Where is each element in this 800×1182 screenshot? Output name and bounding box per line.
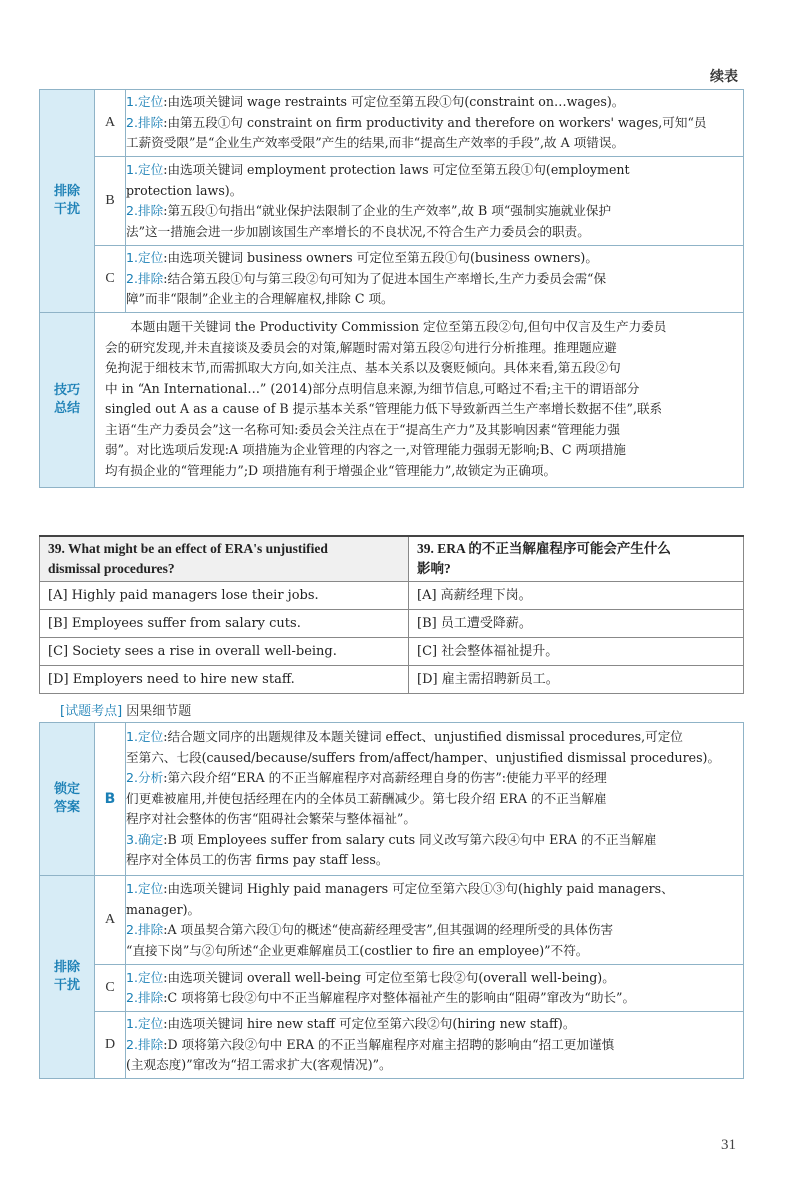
distractor-row-c: [40, 965, 744, 1012]
option-letter-c: C: [95, 965, 126, 1012]
page-number: 31: [721, 1137, 736, 1153]
option-c-zh: [C] 社会整体福祉提升。: [409, 638, 744, 666]
analysis-table-39: [39, 722, 744, 1079]
option-c-explanation: [126, 246, 744, 313]
exclude-text-cont: “直接下岗”与②句所述“企业更难解雇员工(costlier to fire an employee)”不符。: [126, 942, 589, 958]
exclude-text: :由第五段①句 constraint on firm productivity and therefore on workers' wages,可知“员: [163, 114, 707, 130]
locate-text: :由选项关键词 business owners 可定位至第五段①句(business owners)。: [163, 250, 598, 266]
distractor-row-a: [40, 876, 744, 965]
summary-line: 主语“生产力委员会”这一名称可知:委员会关注点在于“提高生产力”及其影响因素“管理能力强: [105, 421, 620, 437]
exclude-text: :D 项将第六段②句中 ERA 的不正当解雇程序对雇主招聘的影响由“招工更加谨慎: [163, 1036, 615, 1052]
question-zh-line: 影响?: [417, 561, 451, 576]
exclude-text: :结合第五段①句与第三段②句可知为了促进本国生产率增长,生产力委员会需“保: [163, 270, 607, 286]
summary-line: 免拘泥于细枝末节,而需抓取大方向,如关注点、基本关系以及褒贬倾向。具体来看,第五段②句: [105, 360, 621, 375]
summary-text: [95, 313, 744, 488]
locate-text-cont: protection laws)。: [126, 182, 243, 198]
option-a-zh: [A] 高薪经理下岗。: [409, 582, 744, 610]
locate-text: :由选项关键词 hire new staff 可定位至第六段②句(hiring new staff)。: [163, 1016, 576, 1032]
answer-explanation: [126, 723, 744, 876]
question-39-table: [39, 535, 744, 694]
summary-line: 弱”。对比选项后发现:A 项措施为企业管理的内容之一,对管理能力强弱无影响;B、C 两项措施: [105, 442, 626, 457]
locate-text: :由选项关键词 Highly paid managers 可定位至第六段①③句(highly paid managers、: [163, 881, 674, 896]
locate-text-cont: manager)。: [126, 901, 201, 917]
summary-row: [40, 313, 744, 488]
exclude-label: 2.排除: [126, 990, 164, 1005]
analysis-table-38: [39, 89, 744, 488]
locate-label: 1.定位: [126, 1016, 164, 1032]
locate-label: 1.定位: [126, 250, 164, 266]
option-letter-c: C: [95, 246, 126, 313]
exclude-label: 2.排除: [126, 1036, 164, 1052]
locate-label: 1.定位: [126, 729, 164, 745]
option-letter-d: D: [95, 1012, 126, 1079]
confirm-text: :B 项 Employees suffer from salary cuts 同义改写第六段④句中 ERA 的不正当解雇: [163, 831, 657, 847]
exclude-text-cont: 法”这一措施会进一步加剧该国生产率增长的不良状况,不符合生产力委员会的职责。: [126, 223, 590, 239]
question-zh: [409, 536, 744, 582]
option-b-explanation: [126, 157, 744, 246]
locate-text: :结合题文同序的出题规律及本题关键词 effect、unjustified dismissal procedures,可定位: [163, 729, 683, 745]
exclude-text-cont: 工薪资受限”是“企业生产效率受限”产生的结果,而非“提高生产效率的手段”,故 A 项错误。: [126, 135, 625, 151]
locate-label: 1.定位: [126, 94, 164, 110]
question-option-row: [40, 610, 744, 638]
summary-line: 本题由题干关键词 the Productivity Commission 定位至第五段②句,但句中仅言及生产力委员: [130, 319, 667, 334]
question-zh-line: 39. ERA 的不正当解雇程序可能会产生什么: [417, 541, 671, 556]
option-letter-a: A: [95, 90, 126, 157]
option-d-zh: [D] 雇主需招聘新员工。: [409, 666, 744, 694]
locate-label: 1.定位: [126, 162, 164, 177]
question-en-line: dismissal procedures?: [48, 561, 175, 576]
distractor-row-b: [40, 157, 744, 246]
answer-letter: B: [95, 723, 126, 876]
analysis-label: 2.分析: [126, 770, 164, 786]
analysis-text: :第六段介绍“ERA 的不正当解雇程序对高薪经理自身的伤害”:使能力平平的经理: [163, 770, 607, 786]
option-b-zh: [B] 员工遭受降薪。: [409, 610, 744, 638]
option-d-en: [D] Employers need to hire new staff.: [40, 666, 409, 694]
summary-line: 会的研究发现,并未直接谈及委员会的对策,解题时需对第五段②句进行分析推理。推理题应避: [105, 339, 617, 355]
confirm-label: 3.确定: [126, 831, 164, 847]
lock-answer-row: [40, 723, 744, 876]
option-a-en: [A] Highly paid managers lose their jobs.: [40, 582, 409, 610]
question-option-row: [40, 666, 744, 694]
locate-label: 1.定位: [126, 969, 164, 985]
locate-text: :由选项关键词 wage restraints 可定位至第五段①句(constraint on…wages)。: [163, 94, 625, 110]
section-label-distractor: 排除干扰: [40, 90, 95, 313]
summary-line: singled out A as a cause of B 提示基本关系“管理能力低下导致新西兰生产率增长数据不佳”,联系: [105, 401, 663, 416]
distractor-row-c: [40, 246, 744, 313]
locate-text-cont: 至第六、七段(caused/because/suffers from/affect/hamper、unjustified dismissal procedures)。: [126, 749, 721, 765]
analysis-text-cont: 们更难被雇用,并使包括经理在内的全体员工薪酬减少。第七段介绍 ERA 的不正当解雇: [126, 790, 607, 806]
option-c-en: [C] Society sees a rise in overall well-being.: [40, 638, 409, 666]
exclude-text-cont: (主观态度)”窜改为“招工需求扩大(客观情况)”。: [126, 1057, 392, 1073]
exam-point-label: [试题考点]: [60, 704, 123, 719]
option-b-en: [B] Employees suffer from salary cuts.: [40, 610, 409, 638]
option-d-explanation: [126, 1012, 744, 1079]
distractor-row-d: [40, 1012, 744, 1079]
option-c-explanation: [126, 965, 744, 1012]
locate-text: :由选项关键词 employment protection laws 可定位至第五段①句(employment: [163, 162, 630, 177]
exclude-label: 2.排除: [126, 203, 164, 218]
distractor-row-a: [40, 90, 744, 157]
section-label-summary: 技巧总结: [40, 313, 95, 488]
summary-line: 中 in “An International…” (2014)部分点明信息来源,为细节信息,可略过不看;主干的谓语部分: [105, 380, 640, 396]
continued-label: 续表: [710, 69, 738, 85]
question-en: [40, 536, 409, 582]
section-label-lock: 锁定答案: [40, 723, 95, 876]
question-en-line: 39. What might be an effect of ERA's unjustified: [48, 541, 328, 556]
option-letter-b: B: [95, 157, 126, 246]
exclude-label: 2.排除: [126, 270, 164, 286]
question-option-row: [40, 638, 744, 666]
section-label-distractor: 排除干扰: [40, 876, 95, 1079]
option-a-explanation: [126, 876, 744, 965]
exclude-text: :A 项虽契合第六段①句的概述“使高薪经理受害”,但其强调的经理所受的具体伤害: [163, 922, 614, 937]
exclude-text: :C 项将第七段②句中不正当解雇程序对整体福祉产生的影响由“阻碍”窜改为“助长”。: [163, 990, 636, 1005]
confirm-text-cont: 程序对全体员工的伤害 firms pay staff less。: [126, 852, 389, 868]
exclude-text-cont: 障”而非“限制”企业主的合理解雇权,排除 C 项。: [126, 291, 394, 307]
exam-point-text: 因果细节题: [126, 704, 192, 719]
locate-label: 1.定位: [126, 881, 164, 896]
exclude-label: 2.排除: [126, 114, 164, 130]
exam-point: [60, 700, 191, 719]
option-letter-a: A: [95, 876, 126, 965]
option-a-explanation: [126, 90, 744, 157]
question-header-row: [40, 536, 744, 582]
analysis-text-cont: 程序对社会整体的伤害“阻碍社会繁荣与整体福祉”。: [126, 811, 416, 827]
locate-text: :由选项关键词 overall well-being 可定位至第七段②句(overall well-being)。: [163, 969, 615, 985]
summary-line: 均有损企业的“管理能力”;D 项措施有利于增强企业“管理能力”,故锁定为正确项。: [105, 462, 557, 478]
exclude-label: 2.排除: [126, 922, 164, 937]
question-option-row: [40, 582, 744, 610]
exclude-text: :第五段①句指出“就业保护法限制了企业的生产效率”,故 B 项“强制实施就业保护: [163, 203, 612, 218]
